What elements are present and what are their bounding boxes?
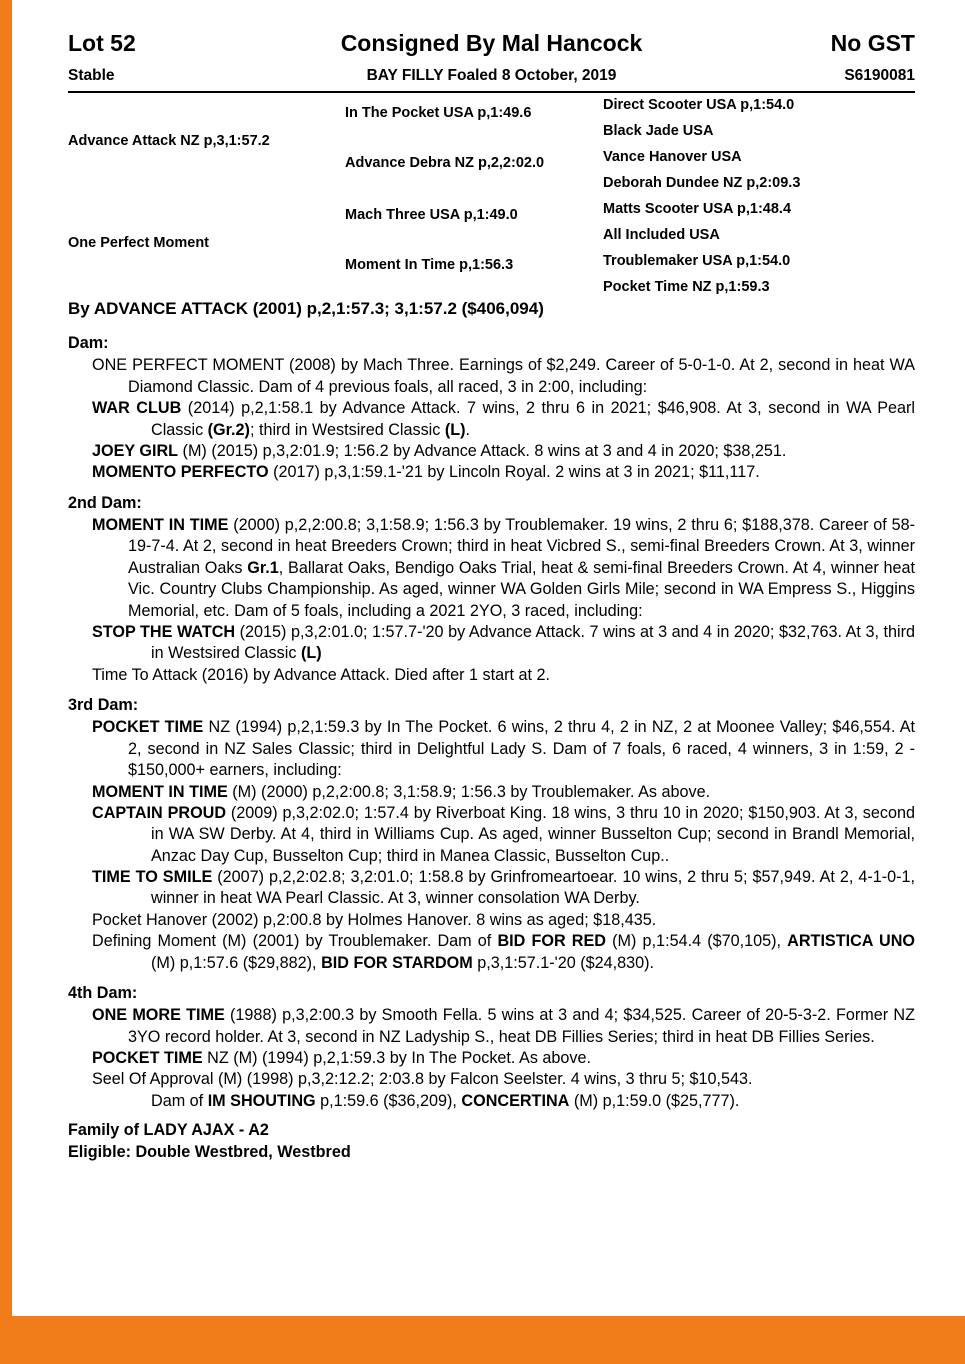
pedigree-sires-dam: Advance Debra NZ p,2,2:02.0 — [345, 155, 545, 171]
pedigree-gen3-item: Direct Scooter USA p,1:54.0 — [603, 97, 795, 113]
pedigree-gen3-item: Vance Hanover USA — [603, 149, 742, 165]
third-dam-offspring-item — [68, 867, 915, 910]
offspring-name: TIME TO SMILE — [92, 868, 213, 886]
pedigree-gen3-item: All Included USA — [603, 227, 720, 243]
defining-progeny-2: ARTISTICA UNO — [787, 932, 916, 951]
dam-of-detail-2: (M) p,1:59.0 ($25,777). — [569, 1091, 740, 1110]
dam-paragraph: ONE PERFECT MOMENT (2008) by Mach Three. Earnings of $2,249. Career of 5-0-1-0. At 2, second in heat WA Diamond Classic. Dam of 4 previous foals, all raced, 3 in 2:00, including: — [92, 356, 915, 396]
fourth-dam-dam-of — [68, 1091, 915, 1112]
pedigree-sires-sire: In The Pocket USA p,1:49.6 — [345, 105, 532, 121]
offspring-detail: (2017) p,3,1:59.1-'21 by Lincoln Royal. 2 wins at 3 in 2021; $11,117. — [268, 463, 760, 482]
offspring-detail: (2007) p,2,2:02.8; 3,2:01.0; 1:58.8 by Grinfromeartoear. 10 wins, 2 thru 5; $57,949. At 2, 4-1-0-1, winner in heat WA Pearl Classic. At 3, winner consolation WA Derby. — [151, 868, 915, 908]
third-dam-defining-moment — [68, 931, 915, 974]
pedigree-sire: Advance Attack NZ p,3,1:57.2 — [68, 133, 270, 149]
pedigree-gen3-item: Troublemaker USA p,1:54.0 — [603, 253, 791, 269]
offspring-detail: (M) (2015) p,3,2:01.9; 1:56.2 by Advance Attack. 8 wins at 3 and 4 in 2020; $38,251. — [178, 441, 787, 460]
offspring-detail: NZ (M) (1994) p,2,1:59.3 by In The Pocket. As above. — [202, 1049, 592, 1067]
pedigree-chart — [68, 97, 915, 297]
offspring-listed: (L) — [300, 644, 322, 663]
offspring-detail-3: . — [465, 420, 471, 439]
defining-intro: Defining Moment (M) (2001) by Troublemaker. Dam of — [92, 932, 498, 951]
pedigree-gen3-item: Deborah Dundee NZ p,2:09.3 — [603, 175, 801, 191]
defining-detail-2: (M) p,1:57.6 ($29,882), — [151, 953, 322, 972]
header-divider — [68, 91, 915, 93]
gst-status: No GST — [830, 30, 915, 56]
fourth-dam-heading: 4th Dam: — [68, 983, 138, 1002]
pedigree-gen3-item: Pocket Time NZ p,1:59.3 — [603, 279, 770, 295]
stable-label: Stable — [68, 67, 115, 84]
pedigree-dams-dam: Moment In Time p,1:56.3 — [345, 257, 514, 273]
dam-heading: Dam: — [68, 334, 109, 352]
lot-number: Lot 52 — [68, 30, 136, 56]
animal-description: BAY FILLY Foaled 8 October, 2019 — [366, 67, 617, 84]
dam-of-detail-1: p,1:59.6 ($36,209), — [315, 1091, 462, 1110]
family-line: Family of LADY AJAX - A2 — [68, 1121, 269, 1140]
fourth-dam-extra-foal: Seel Of Approval (M) (1998) p,3,2:12.2; 2:03.8 by Falcon Seelster. 4 wins, 3 thru 5; $10,543. — [92, 1070, 753, 1089]
offspring-detail-2: ; third in Westsired Classic — [249, 420, 445, 439]
defining-detail-1: (M) p,1:54.4 ($70,105), — [606, 932, 788, 951]
dam-of-progeny-1: IM SHOUTING — [207, 1091, 316, 1110]
offspring-name: CAPTAIN PROUD — [92, 803, 227, 822]
second-dam-detail: (2000) p,2,2:00.8; 3,1:58.9; 1:56.3 by Troublemaker. 19 wins, 2 thru 6; $188,378. Career of 58-19-7-4. At 2, second in heat Breeders Crown; third in heat Vicbred S., semi-final Breeders Crown. At 3, winner Australian Oaks — [128, 516, 915, 577]
third-dam-detail: NZ (1994) p,2,1:59.3 by In The Pocket. 6 wins, 2 thru 4, 2 in NZ, 2 at Moonee Valley; $46,554. At 2, second in NZ Sales Classic; third in Delightful Lady S. Dam of 7 foals, 6 raced, 4 winners, 3 in 1:59, 2 - $150,000+ earners, including: — [128, 718, 915, 780]
bottom-accent-bar — [0, 1316, 965, 1364]
offspring-grade: (Gr.2) — [207, 420, 250, 439]
defining-progeny-3: BID FOR STARDOM — [321, 953, 473, 972]
second-dam-detail-2: , Ballarat Oaks, Bendigo Oaks Trial, heat & semi-final Breeders Crown. At 4, winner heat Vic. Country Clubs Championship. As aged, winner WA Golden Girls Mile; second in WA Empress S., Higgins Memorial, etc. Dam of 5 foals, including a 2021 2YO, 3 raced, including: — [128, 558, 915, 620]
pedigree-gen3-item: Matts Scooter USA p,1:48.4 — [603, 201, 792, 217]
second-dam-offspring-item — [68, 622, 915, 665]
fourth-dam-detail: (1988) p,3,2:00.3 by Smooth Fella. 5 wins at 3 and 4; $34,525. Career of 20-5-3-2. Former NZ 3YO record holder. At 3, second in NZ Ladyship S., heat DB Fillies Series; third in heat DB Fillies Series. — [128, 1006, 915, 1046]
consignor: Consigned By Mal Hancock — [340, 30, 643, 56]
offspring-detail: (M) (2000) p,2,2:00.8; 3,1:58.9; 1:56.3 by Troublemaker. As above. — [227, 782, 711, 801]
third-dam-offspring-item — [68, 782, 915, 803]
fourth-dam-name: ONE MORE TIME — [92, 1006, 225, 1025]
offspring-name: MOMENTO PERFECTO — [92, 463, 269, 482]
defining-progeny-1: BID FOR RED — [497, 932, 606, 951]
left-accent-bar — [0, 0, 12, 1364]
third-dam-name: POCKET TIME — [92, 718, 204, 737]
second-dam-paragraph — [68, 515, 915, 622]
header-primary-row — [68, 30, 915, 57]
dam-of-progeny-2: CONCERTINA — [461, 1091, 570, 1110]
dam-of-intro: Dam of — [151, 1091, 208, 1110]
pedigree-dams-sire: Mach Three USA p,1:49.0 — [345, 207, 518, 223]
dam-offspring-item — [68, 462, 915, 483]
eligibility-line: Eligible: Double Westbred, Westbred — [68, 1142, 351, 1161]
offspring-name: STOP THE WATCH — [92, 622, 236, 641]
offspring-detail: (2014) p,2,1:58.1 by Advance Attack. 7 wins, 2 thru 6 in 2021; $46,908. At 3, second in WA Pearl Classic — [151, 399, 915, 439]
offspring-name: POCKET TIME — [92, 1049, 203, 1067]
fourth-dam-offspring-item — [68, 1048, 915, 1069]
fourth-dam-paragraph — [68, 1005, 915, 1048]
sire-summary: By ADVANCE ATTACK (2001) p,2,1:57.3; 3,1:57.2 ($406,094) — [68, 299, 544, 318]
dam-offspring-item — [68, 441, 915, 462]
offspring-name: JOEY GIRL — [92, 441, 179, 460]
second-dam-grade: Gr.1 — [247, 558, 279, 577]
third-dam-paragraph — [68, 717, 915, 781]
dam-offspring-item — [68, 398, 915, 441]
defining-detail-3: p,3,1:57.1-'20 ($24,830). — [472, 953, 655, 972]
offspring-detail: (2009) p,3,2:02.0; 1:57.4 by Riverboat King. 18 wins, 3 thru 10 in 2020; $150,903. At 3, second in WA SW Derby. At 4, third in Williams Cup. As aged, winner Busselton Cup; second in Brandl Memorial, Anzac Day Cup, Busselton Cup; third in Manea Classic, Busselton Cup.. — [151, 803, 915, 865]
offspring-name: MOMENT IN TIME — [92, 782, 228, 801]
offspring-detail: (2015) p,3,2:01.0; 1:57.7-'20 by Advance Attack. 7 wins at 3 and 4 in 2020; $32,763. At 3, third in Westsired Classic — [151, 622, 915, 663]
page-content — [12, 0, 965, 1306]
pedigree-gen3-item: Black Jade USA — [603, 123, 714, 139]
second-dam-name: MOMENT IN TIME — [92, 516, 229, 534]
pedigree-notes — [68, 333, 915, 1163]
catalogue-id: S6190081 — [844, 67, 915, 84]
second-dam-extra-foal: Time To Attack (2016) by Advance Attack. Died after 1 start at 2. — [92, 665, 550, 684]
second-dam-heading: 2nd Dam: — [68, 493, 142, 512]
third-dam-heading: 3rd Dam: — [68, 696, 139, 714]
header-secondary-row — [68, 67, 915, 85]
third-dam-extra-foal: Pocket Hanover (2002) p,2:00.8 by Holmes Hanover. 8 wins as aged; $18,435. — [92, 910, 657, 929]
pedigree-dam: One Perfect Moment — [68, 235, 209, 251]
third-dam-offspring-item — [68, 803, 915, 867]
offspring-name: WAR CLUB — [92, 399, 182, 418]
offspring-listed: (L) — [444, 420, 466, 439]
